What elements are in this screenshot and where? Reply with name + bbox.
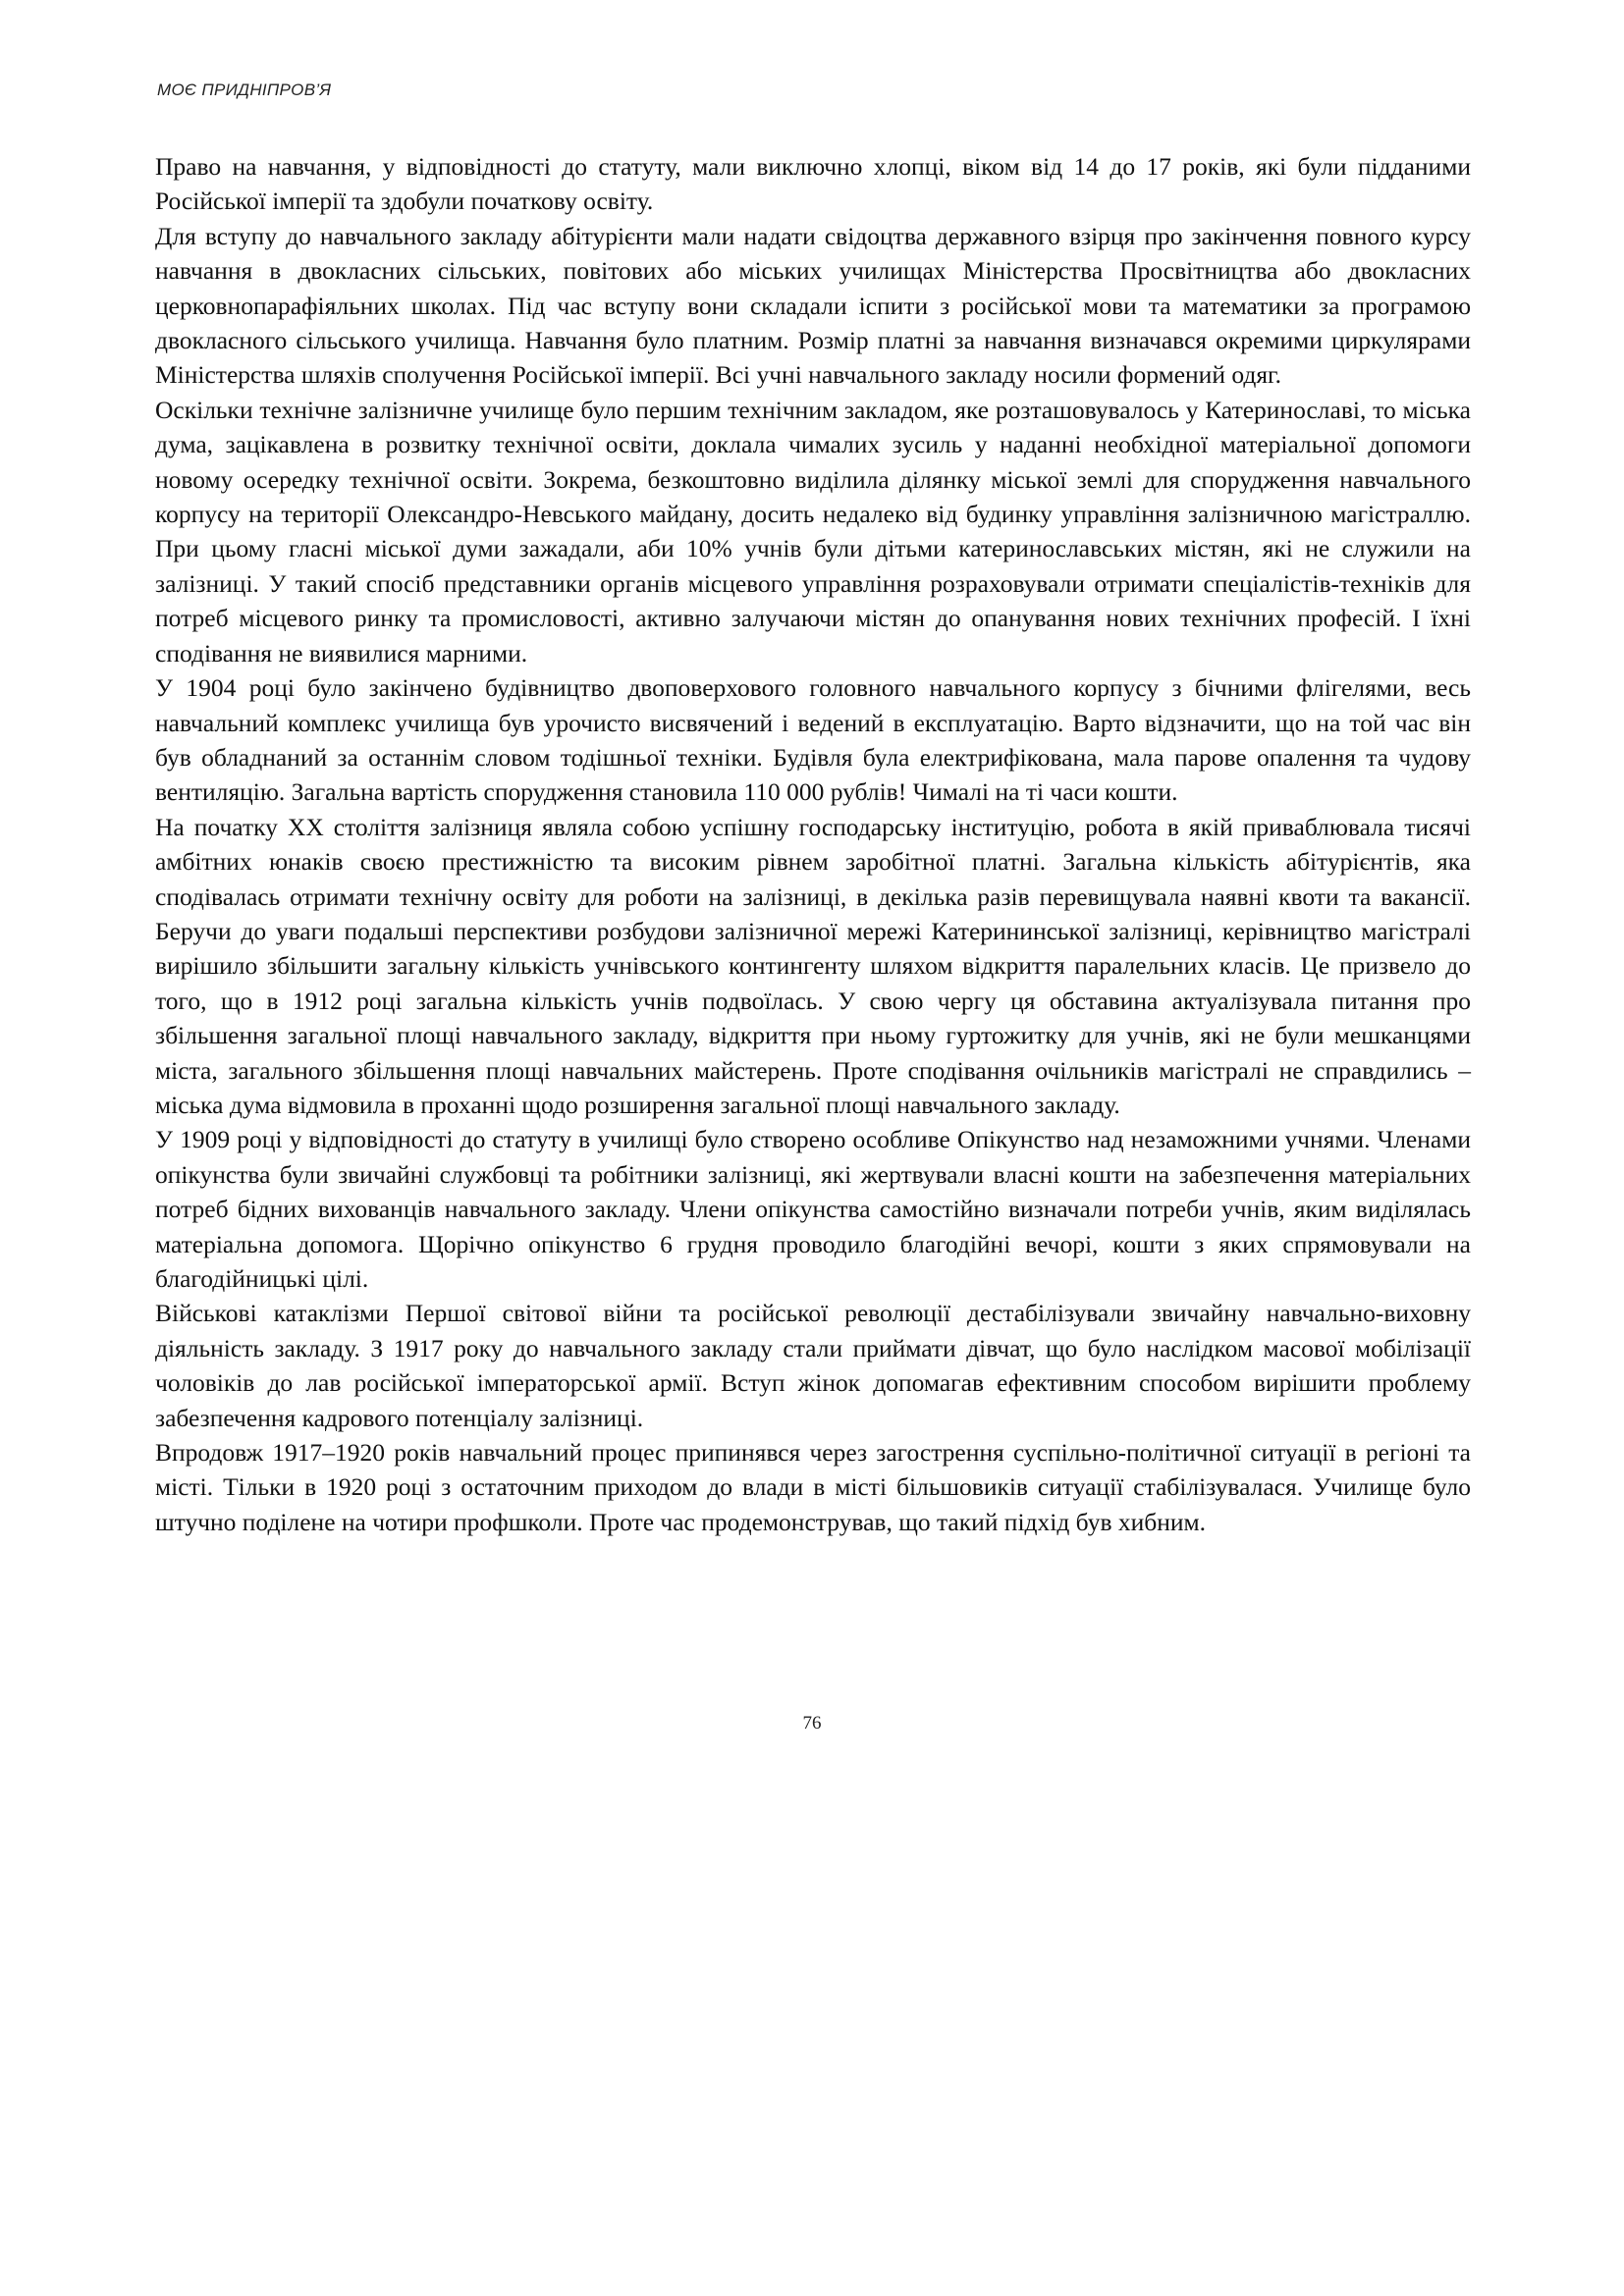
article-body bbox=[155, 149, 1471, 1539]
paragraph: Для вступу до навчального закладу абітурієнти мали надати свідоцтва державного взірця про закінчення повного курсу навчання в двокласних сільських, повітових або міських училищах Міністерства Просвітництва або двокласних церковнопарафіяльних школах. Під час вступу вони складали іспити з російської мови та математики за програмою двокласного сільського училища. Навчання було платним. Розмір платні за навчання визначався окремими циркулярами Міністерства шляхів сполучення Російської імперії. Всі учні навчального закладу носили формений одяг. bbox=[155, 221, 1471, 390]
paragraph: Військові катаклізми Першої світової війни та російської революції дестабілізували звичайну навчально-виховну діяльність закладу. З 1917 року до навчального закладу стали приймати дівчат, що було наслідком масової мобілізації чоловіків до лав російської імператорської армії. Вступ жінок допомагав ефективним способом вирішити проблему забезпечення кадрового потенціалу залізниці. bbox=[155, 1299, 1471, 1432]
paragraph: Оскільки технічне залізничне училище було першим технічним закладом, яке розташовувалось у Катеринославі, то міська дума, зацікавлена в розвитку технічної освіти, доклала чималих зусиль у наданні необхідної матеріальної допомоги новому осередку технічної освіти. Зокрема, безкоштовно виділила ділянку міської землі для спорудження навчального корпусу на території Олександро-Невського майдану, досить недалеко від будинку управління залізничною магістраллю. При цьому гласні міської думи зажадали, аби 10% учнів були дітьми катеринославських містян, які не служили на залізниці. У такий спосіб представники органів місцевого управління розраховували отримати спеціалістів-техніків для потреб місцевого ринку та промисловості, активно залучаючи містян до опанування нових технічних професій. І їхні сподівання не виявилися марними. bbox=[155, 395, 1471, 667]
paragraph: У 1904 році було закінчено будівництво двоповерхового головного навчального корпусу з бічними флігелями, весь навчальний комплекс училища був урочисто висвячений і ведений в експлуатацію. Варто відзначити, що на той час він був обладнаний за останнім словом тодішньої техніки. Будівля була електрифікована, мала парове опалення та чудову вентиляцію. Загальна вартість спорудження становила 110 000 рублів! Чималі на ті часи кошти. bbox=[155, 673, 1471, 807]
paragraph: На початку ХХ століття залізниця являла собою успішну господарську інституцію, робота в якій приваблювала тисячі амбітних юнаків своєю престижністю та високим рівнем заробітної платні. Загальна кількість абітурієнтів, яка сподівалась отримати технічну освіту для роботи на залізниці, в декілька разів перевищувала наявні квоти та вакансії. Беручи до уваги подальші перспективи розбудови залізничної мережі Катерининської залізниці, керівництво магістралі вирішило збільшити загальну кількість учнівського контингенту шляхом відкриття паралельних класів. Це призвело до того, що в 1912 році загальна кількість учнів подвоїлась. У свою чергу ця обставина актуалізувала питання про збільшення загальної площі навчального закладу, відкриття при ньому гуртожитку для учнів, які не були мешканцями міста, загального збільшення площі навчальних майстерень. Проте сподівання очільників магістралі не справдились – міська дума відмовила в проханні щодо розширення загальної площі навчального закладу. bbox=[155, 812, 1471, 1119]
running-header: МОЄ ПРИДНІПРОВ’Я bbox=[157, 80, 332, 99]
paragraph: У 1909 році у відповідності до статуту в училищі було створено особливе Опікунство над незаможними учнями. Членами опікунства були звичайні службовці та робітники залізниці, які жертвували власні кошти на забезпечення матеріальних потреб бідних вихованців навчального закладу. Члени опікунства самостійно визначали потреби учнів, яким виділялась матеріальна допомога. Щорічно опікунство 6 грудня проводило благодійні вечорі, кошти з яких спрямовували на благодійницькі цілі. bbox=[155, 1125, 1471, 1293]
paragraph: Право на навчання, у відповідності до статуту, мали виключно хлопці, віком від 14 до 17 років, які були підданими Російської імперії та здобули початкову освіту. bbox=[155, 152, 1471, 216]
page-number: 76 bbox=[802, 1713, 822, 1734]
paragraph: Впродовж 1917–1920 років навчальний процес припинявся через загострення суспільно-політичної ситуації в регіоні та місті. Тільки в 1920 році з остаточним приходом до влади в місті більшовиків ситуації стабілізувалася. Училище було штучно поділене на чотири профшколи. Проте час продемонстрував, що такий підхід був хибним. bbox=[155, 1438, 1471, 1536]
